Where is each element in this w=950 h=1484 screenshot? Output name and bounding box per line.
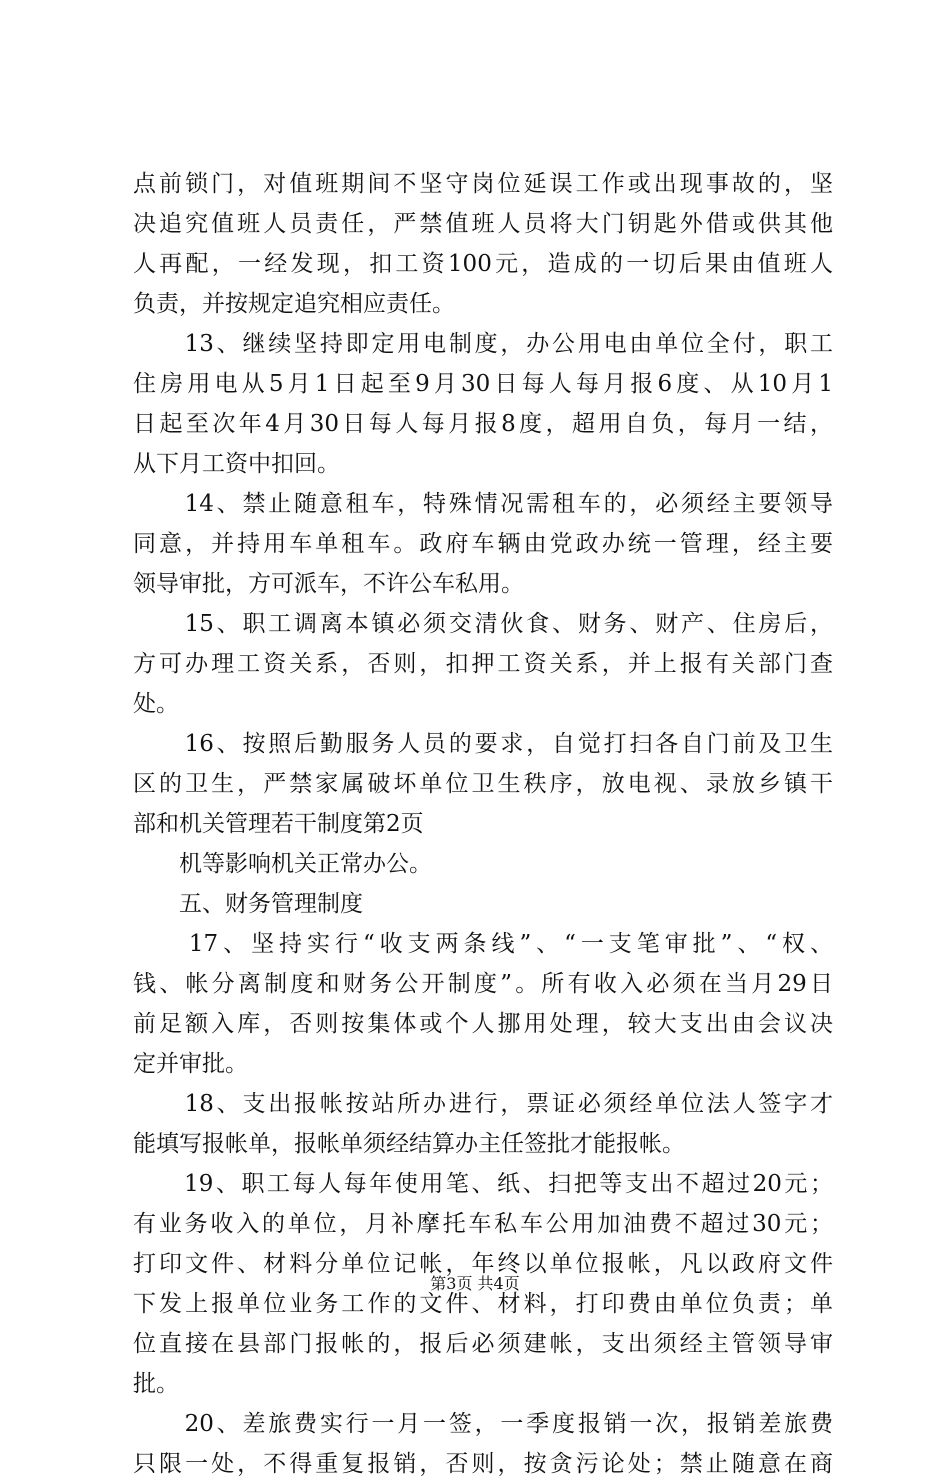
- text-line: 机等影响机关正常办公。: [133, 851, 432, 877]
- text-line: 17、坚持实行“收支两条线”、“一支笔审批”、“权、: [133, 931, 833, 957]
- text-line: 方可办理工资关系，否则，扣押工资关系，并上报有关部门查: [133, 651, 833, 677]
- text-line: 钱、帐分离制度和财务公开制度”。所有收入必须在当月29日: [133, 971, 833, 997]
- text-line: 位直接在县部门报帐的，报后必须建帐，支出须经主管领导审: [133, 1331, 833, 1357]
- text-line: 负责，并按规定追究相应责任。: [133, 291, 455, 317]
- text-line: 16、按照后勤服务人员的要求，自觉打扫各自门前及卫生: [133, 731, 833, 757]
- text-line: 下发上报单位业务工作的文件、材料，打印费由单位负责；单: [133, 1291, 833, 1317]
- text-line: 13、继续坚持即定用电制度，办公用电由单位全付，职工: [133, 331, 833, 357]
- text-line: 从下月工资中扣回。: [133, 451, 340, 477]
- text-line: 领导审批，方可派车，不许公车私用。: [133, 571, 524, 597]
- page-footer: 第3页 共4页: [430, 1274, 520, 1293]
- text-line: 决追究值班人员责任，严禁值班人员将大门钥匙外借或供其他: [133, 211, 833, 237]
- text-line: 区的卫生，严禁家属破坏单位卫生秩序，放电视、录放乡镇干: [133, 771, 833, 797]
- text-line: 19、职工每人每年使用笔、纸、扫把等支出不超过20元；: [133, 1171, 833, 1197]
- text-line: 处。: [133, 691, 179, 717]
- text-line: 18、支出报帐按站所办进行，票证必须经单位法人签字才: [133, 1091, 833, 1117]
- text-line: 批。: [133, 1371, 179, 1397]
- text-line: 14、禁止随意租车，特殊情况需租车的，必须经主要领导: [133, 491, 833, 517]
- text-line: 前足额入库，否则按集体或个人挪用处理，较大支出由会议决: [133, 1011, 833, 1037]
- text-line: 人再配，一经发现，扣工资100元，造成的一切后果由值班人: [133, 251, 833, 277]
- text-line: 能填写报帐单，报帐单须经结算办主任签批才能报帐。: [133, 1131, 685, 1157]
- text-line: 打印文件、材料分单位记帐，年终以单位报帐，凡以政府文件: [133, 1251, 833, 1277]
- text-line: 有业务收入的单位，月补摩托车私车公用加油费不超过30元；: [133, 1211, 833, 1237]
- text-line: 定并审批。: [133, 1051, 248, 1077]
- text-line: 住房用电从5月1日起至9月30日每人每月报6度、从10月1: [133, 371, 833, 397]
- text-line: 20、差旅费实行一月一签，一季度报销一次，报销差旅费: [133, 1411, 833, 1437]
- text-line: 只限一处，不得重复报销，否则，按贪污论处；禁止随意在商: [133, 1451, 833, 1477]
- text-line: 部和机关管理若干制度第2页: [133, 811, 424, 837]
- text-line: 同意，并持用车单租车。政府车辆由党政办统一管理，经主要: [133, 531, 833, 557]
- text-line: 点前锁门，对值班期间不坚守岗位延误工作或出现事故的，坚: [133, 171, 833, 197]
- text-line: 五、财务管理制度: [133, 891, 363, 917]
- text-line: 日起至次年4月30日每人每月报8度，超用自负，每月一结，: [133, 411, 833, 437]
- text-line: 15、职工调离本镇必须交清伙食、财务、财产、住房后，: [133, 611, 833, 637]
